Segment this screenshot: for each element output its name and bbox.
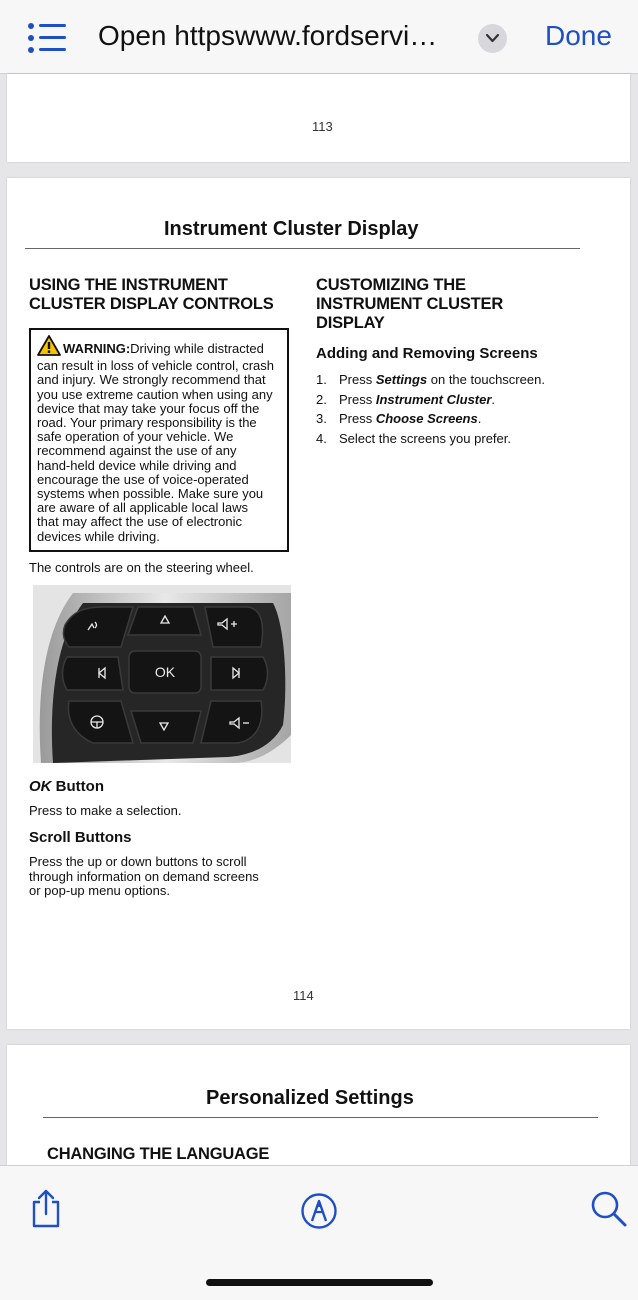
pdf-page-113 <box>7 74 630 162</box>
chevron-down-icon <box>485 32 500 45</box>
done-button[interactable]: Done <box>545 20 612 51</box>
list-menu-icon <box>28 24 66 28</box>
adding-screens-heading: Adding and Removing Screens <box>316 345 538 362</box>
search-icon <box>590 1190 628 1228</box>
right-heading: CUSTOMIZING THE INSTRUMENT CLUSTER DISPLAY <box>316 276 504 332</box>
section-title: Instrument Cluster Display <box>164 218 419 240</box>
share-button[interactable] <box>30 1188 62 1233</box>
list-item: 4. Select the screens you prefer. <box>316 430 511 446</box>
list-item: 2. Press Instrument Cluster. <box>316 391 496 407</box>
page-number: 114 <box>293 988 314 1003</box>
left-heading: USING THE INSTRUMENT CLUSTER DISPLAY CONTROLS <box>29 276 274 313</box>
list-menu-button[interactable] <box>28 22 66 54</box>
page-number: 113 <box>312 119 333 134</box>
search-button[interactable] <box>590 1190 628 1233</box>
language-heading: CHANGING THE LANGUAGE <box>47 1145 270 1163</box>
controls-text: The controls are on the steering wheel. <box>29 560 254 575</box>
pdf-page-115 <box>7 1045 630 1175</box>
home-indicator <box>206 1279 433 1286</box>
top-bar <box>0 0 638 74</box>
ok-key-label: OK <box>154 664 176 680</box>
pdf-page-114 <box>7 178 630 1029</box>
title-divider <box>43 1117 598 1118</box>
list-item: 3. Press Choose Screens. <box>316 411 482 426</box>
scroll-buttons-heading: Scroll Buttons <box>29 829 132 846</box>
steering-wheel-controls-image <box>33 585 291 763</box>
markup-button[interactable] <box>300 1192 338 1235</box>
list-item: 1. Press Settings on the touchscreen. <box>316 372 545 387</box>
title-divider <box>25 248 580 249</box>
title-chevron-button[interactable] <box>478 24 507 53</box>
scroll-buttons-text: Press the up or down buttons to scroll through information on demand screens or pop-up menu options. <box>29 854 259 898</box>
share-icon <box>30 1188 62 1228</box>
warning-label: WARNING: <box>63 341 131 356</box>
section-title: Personalized Settings <box>206 1087 414 1109</box>
ok-button-heading: OK Button <box>29 778 104 795</box>
markup-pen-icon <box>300 1192 338 1230</box>
ok-button-text: Press to make a selection. <box>29 803 182 818</box>
document-title[interactable]: Open httpswww.fordservi… <box>98 20 438 51</box>
warning-box: WARNING:Driving while distracted can result in loss of vehicle control, crash and injury. We strongly recommend that you use extreme caution when using any device that may take your focus off the road. Your primary responsibility is the safe operation of your vehicle. We recommend against the use of any hand-held device while driving and encourage the use of voice-operated systems when possible. Make sure you are aware of all applicable local laws that may affect the use of electronic devices while driving. <box>29 328 289 552</box>
steps-list <box>316 370 545 448</box>
warning-triangle-icon <box>37 335 61 359</box>
